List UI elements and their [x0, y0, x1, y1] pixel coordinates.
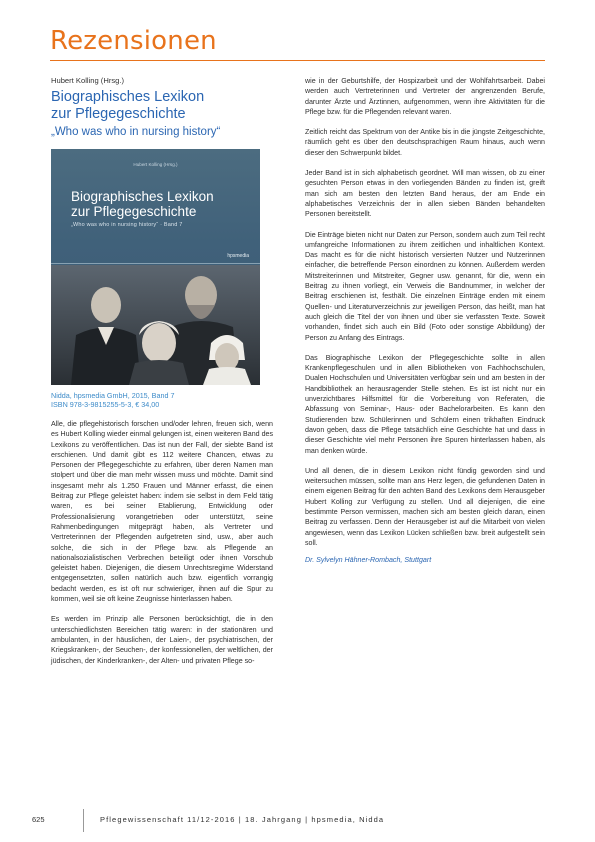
footer-divider: [83, 809, 84, 832]
section-title: Rezensionen: [50, 26, 217, 56]
book-caption: [51, 391, 273, 409]
cover-subtitle: „Who was who in nursing history“ · Band 7: [71, 222, 183, 228]
book-title-line2: zur Pflegegeschichte: [51, 106, 186, 122]
left-column: [51, 76, 273, 676]
page-number: 625: [32, 815, 45, 824]
right-paragraph: Jeder Band ist in sich alphabetisch geordnet. Will man wissen, ob zu einer gesuchten Person etwas in den vorliegenden Bänden zu finden ist, greift man sich am besten den letzten Band heraus, der am Ende ein alphabetisches Verzeichnis der in allen sieben Bänden behandelten Personen bereitstellt.: [305, 169, 545, 219]
cover-divider: [51, 263, 260, 264]
book-title-line1: Biographisches Lexikon: [51, 89, 205, 105]
cover-title: [71, 189, 214, 219]
right-paragraph: Und all denen, die in diesem Lexikon nicht fündig geworden sind und weitersuchen müssen, sollte man ans Herz legen, die gefundenen Daten in einem eigenen Beitrag für den achten Band des Lexikons dem Herausgeber Hubert Kolling zur Verfügung zu stellen. Und all diejenigen, die eine bestimmte Person vermissen, machen sich am besten gleich daran, einen Beitrag zu verfassen. Denn der Herausgeber ist auf die Mitarbeit von vielen angewiesen, wenn das Lexikon Lücken schließen bzw. breit aufgestellt sein soll.: [305, 466, 545, 547]
book-editor: Hubert Kolling (Hrsg.): [51, 76, 125, 85]
footer-journal-info: Pflegewissenschaft 11/12-2016 | 18. Jahrgang | hpsmedia, Nidda: [100, 815, 385, 824]
right-paragraph: Zeitlich reicht das Spektrum von der Antike bis in die jüngste Zeitgeschichte, räumlich geht es über den deutschsprachigen Raum hinaus, auch wenn dieser den Schwerpunkt bildet.: [305, 128, 545, 157]
book-cover-image: [51, 149, 260, 385]
left-paragraph: Alle, die pflegehistorisch forschen und/oder lehren, freuen sich, wenn es Hubert Kolling wieder einmal gelungen ist, einen weiteren Band des Lexikons zu veröffentlichen. Das ist nun der Fall, der siebte Band ist erschienen. Und damit gibt es 112 weitere Chancen, etwas zu Personen der Pflegegeschichte zu erfahren, über deren Namen man stolpert und über die man mehr wissen muss und möchte. Damit sind insgesamt mehr als 1.250 Frauen und Männer erfasst, die einen Beitrag zur Pflege geleistet haben: indem sie selbst in dem Feld tätig waren, es bei seiner Etablierung, Entwicklung oder Professionalisierung vorangetrieben oder unterstützt, seine Rahmenbedingungen mitgeprägt haben, als Vertreter und Vertreterinnen der Pflegenden aufgetreten sind, usw., aber auch solche, die sich in der Pflege bzw. als Pflegende an nationalsozialistischen Verbrechen beteiligt oder ihnen Vorschub geleistet haben. Diejenigen, die diesem Unrechtsregime Widerstand entgegensetzten, sollen natürlich auch bzw. eigentlich vorrangig bedacht werden, es ist oft nur schwieriger, ihnen auf die Spur zu kommen, weil sie oft keine Zeugnisse hinterlassen haben.: [51, 420, 274, 604]
title-divider: [50, 60, 545, 61]
right-paragraph: Die Einträge bieten nicht nur Daten zur Person, sondern auch zum Teil recht umfangreiche Informationen zu ihrem zeitlichen und inhaltlichen Kontext. Das macht es für die nicht historisch versierten Nutzer und Nutzerinnen einfacher, die betreffende Person einordnen zu können. Außerdem werden Mitstreiterinnen und Mitstreiter, Gegner usw. genannt, für die, wenn ein Beitrag zu ihnen vorliegt, ein Verweis die Bandnummer, in welcher der Beitrag erschienen ist, festhält. Die einzelnen Einträge enden mit einem Quellen- und Literaturverzeichnis zur jeweiligen Person, das heißt, man hat auch gleich die Titel der von ihnen und über sie verfassten Texte. Soweit vorhanden, findet sich auch ein Bild (Foto oder sonstige Abbildung) der Person zu Anfang des Eintrags.: [305, 230, 545, 342]
review-author-signature: Dr. Sylvelyn Hähner-Rombach, Stuttgart: [305, 556, 432, 565]
left-paragraph: Es werden im Prinzip alle Personen berücksichtigt, die in den unterschiedlichsten Bereichen tätig waren: in der stationären und ambulanten, in der häuslichen, der Laien-, der psychiatrischen, der Kriegskranken-, der Seuchen-, der konfessionellen, der weltlichen, der jüdischen, der Kinderkranken-, der Alten- und privaten Pflege so-: [51, 615, 273, 665]
cover-editor: Hubert Kolling (Hrsg.): [133, 162, 178, 167]
book-subtitle: „Who was who in nursing history“: [51, 126, 221, 138]
cover-title-line1: Biographisches Lexikon: [71, 189, 214, 204]
right-paragraph: Das Biographische Lexikon der Pflegegeschichte sollte in allen Krankenpflegeschulen und in allen Bibliotheken von Fachhochschulen, Dualen Hochschulen und Universitäten verfügbar sein und am besten in der Handbibliothek an herausragender Stelle stehen. Es ist ist nicht nur ein unverzichtbares Hilfsmittel für die Vorbereitung von Referaten, die Abfassung von Seminar-, Haus- oder Bachelorarbeiten. Es kann den Studierenden bzw. Schülerinnen und Schülern einen trikhaften Eindruck davon geben, dass die Pflege tatsächlich eine Geschichte hat und dass in dieser Geschichte viel mehr Personen ihre Spuren hinterlassen haben, als man denken würde.: [305, 353, 545, 455]
cover-title-line2: zur Pflegegeschichte: [71, 204, 197, 219]
right-column: [305, 76, 545, 564]
cover-publisher: hpsmedia: [227, 253, 249, 259]
cover-portrait-photos: [51, 265, 260, 385]
caption-isbn-line: ISBN 978-3-9815255-5-3, € 34,00: [51, 400, 160, 409]
caption-publisher-line: Nidda, hpsmedia GmbH, 2015, Band 7: [51, 391, 175, 400]
right-paragraph: wie in der Geburtshilfe, der Hospizarbeit und der Wohlfahrtsarbeit. Dabei werden auch Vertreterinnen und Vertreter der angrenzenden Berufe, darunter Ärzte und Ärztinnen, aufgenommen, wenn ihre Aktivitäten für die Pflege bzw. für die Pflegenden relevant waren.: [305, 77, 545, 116]
